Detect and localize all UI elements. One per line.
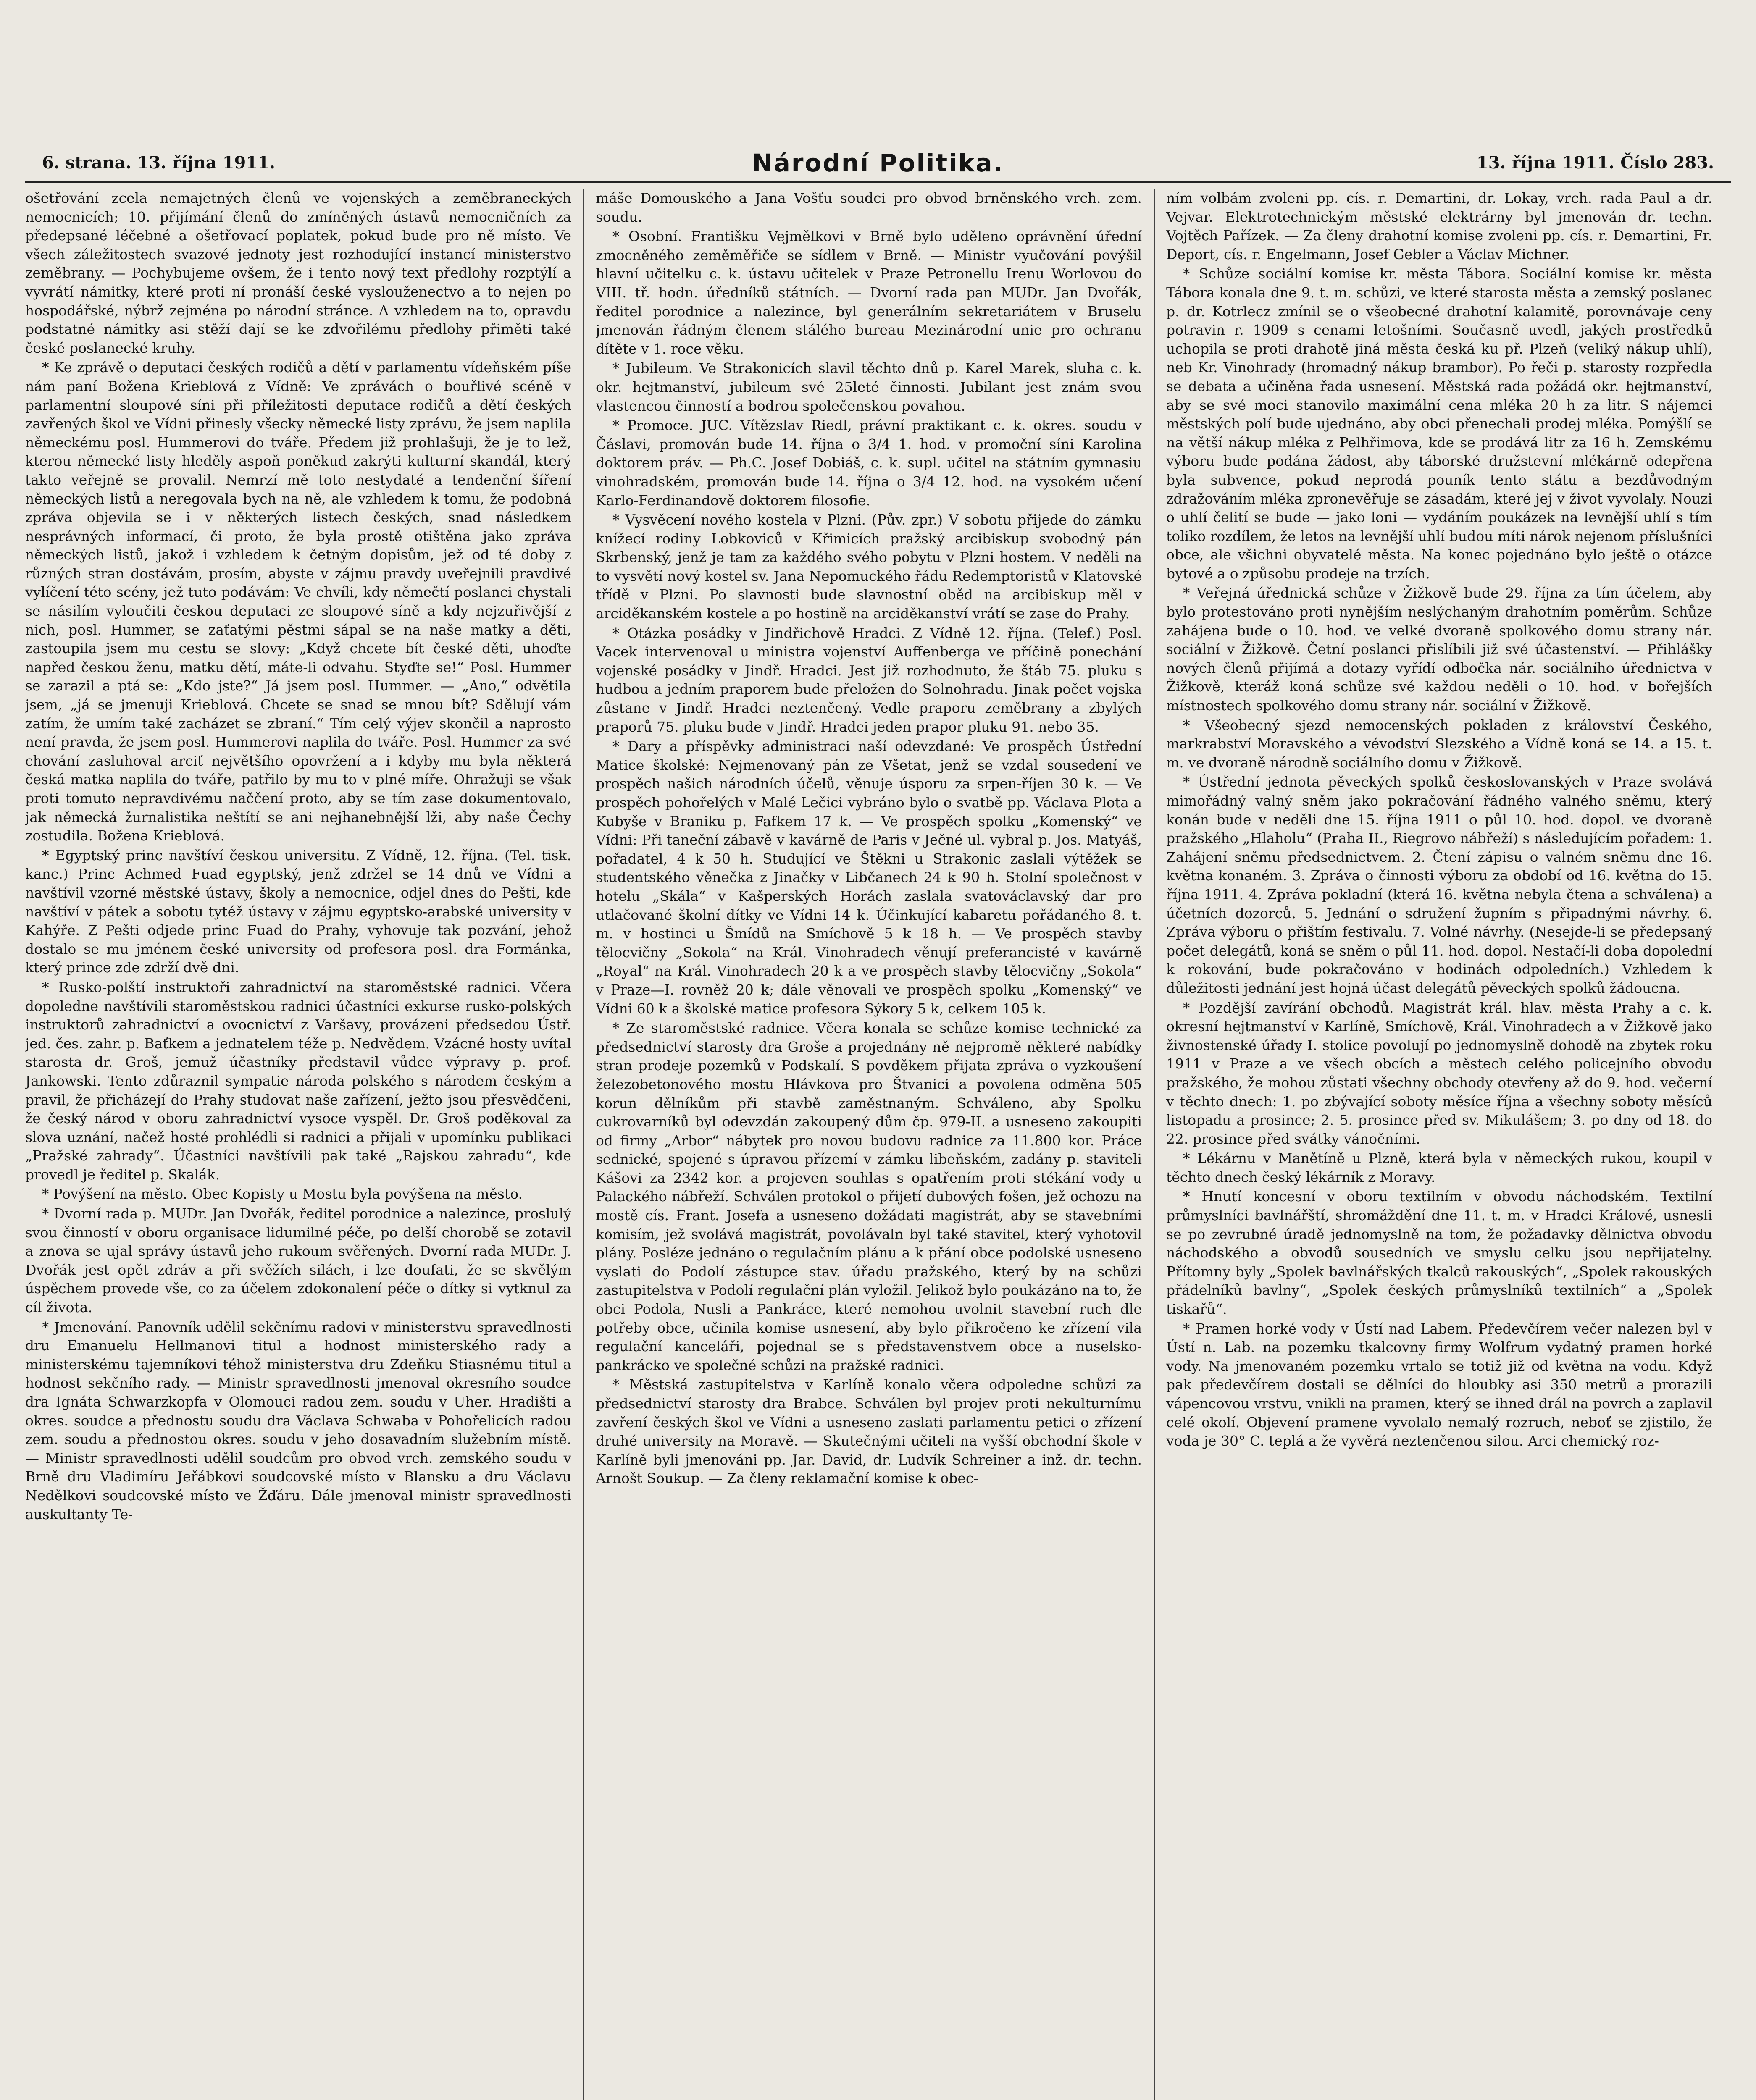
column-1 bbox=[25, 189, 571, 2100]
newspaper-title: Národní Politika. bbox=[752, 149, 1004, 177]
article-paragraph: * Pramen horké vody v Ústí nad Labem. Předevčírem večer nalezen byl v Ústí n. Lab. na pozemku tkalcovny firmy Wolfrum vydatný pramen horké vody. Na jmenovaném pozemku vrtalo se totiž již od května na vodu. Když pak předevčírem dostali se dělníci do hloubky asi 350 metrů a prorazili vápencovou vrstvu, vnikli na pramen, který se ihned drál na povrch a zaplavil celé okolí. Objevení pramene vyvolalo nemalý rozruch, neboť se zjistilo, že voda je 30° C. teplá a že vyvěrá neztenčenou silou. Arci chemický roz- bbox=[1166, 1320, 1712, 1449]
article-paragraph: * Veřejná úřednická schůze v Žižkově bude 29. října za tím účelem, aby bylo protestováno proti nynějším neslýchaným drahotním poměrům. Schůze zahájena bude o 10. hod. ve velké dvoraně spolkového domu strany nár. sociální v Žižkově. Četní poslanci přislíbili již své účastenství. — Přihlášky nových členů přijímá a dotazy vyřídí odbočka nár. sociálního úřednictva v Žižkově, kteráž koná schůze své každou neděli o 10. hod. v bořejších místnostech spolkového domu strany nár. sociální v Žižkově. bbox=[1166, 585, 1712, 714]
article-paragraph: * Osobní. Františku Vejmělkovi v Brně bylo uděleno oprávnění úřední zmocněného zeměměřiče se sídlem v Brně. — Ministr vyučování povýšil hlavní učitelku c. k. ústavu učitelek v Praze Petronellu Irenu Worlovou do VIII. tř. hodn. úředníků státních. — Dvorní rada pan MUDr. Jan Dvořák, ředitel porodnice a nalezince, byl generálním sekretariátem v Bruselu jmenován řádným členem stálého bureau Mezinárodní unie pro ochranu dítěte v 1. roce věku. bbox=[596, 228, 1142, 357]
article-paragraph: * Ze staroměstské radnice. Včera konala se schůze komise technické za předsednictví starosty dra Groše a projednány ně nejpromě některé nabídky stran prodeje pozemků v Podskalí. S povděkem přijata zpráva o vyzkoušení železobetonového mostu Hlávkova pro Štvanici a povolena odměna 505 korun dělníkům při stavbě zaměstnaným. Schváleno, aby Spolku cukrovarníků byl odevzdán zakoupený dům čp. 979-II. a usneseno zakoupiti od firmy „Arbor“ nábytek pro novou budovu radnice za 11.800 kor. Práce sednické, spojené s úpravou přízemí v zámku libeňském, zadány p. staviteli Kášovi za 2342 kor. a projeven souhlas s opatřením proti stékání vody u Palackého nábřeží. Schválen protokol o přijetí dubových fošen, jež ochozu na mostě cís. Frant. Josefa a usneseno dožádati magistrát, aby se stavebními komisím, jež svolává magistrát, povolávaln byl také stavitel, který vyhotovil plány. Posléze jednáno o regulačním plánu a k přání obce podolské usneseno vyslati do Podolí zástupce stav. úřadu pražského, který by na schůzi zastupitelstva v Podolí regulační plán vyložil. Jelikož bylo poukázáno na to, že obci Podola, Nusli a Pankráce, které nemohou uvolnit stavební ruch dle potřeby obce, učinila komise usnesení, aby bylo přikročeno ke zřízení vila regulační kanceláři, pojednal se s představenstvem obce a nuselsko-pankrácko ve společné schůzi na pražské radnici. bbox=[596, 1020, 1142, 1373]
article-paragraph: * Ke zprávě o deputaci českých rodičů a dětí v parlamentu vídeňském píše nám paní Božena Krieblová z Vídně: Ve zprávách o bouřlivé scéně v parlamentní sloupové síni při příležitosti deputace rodičů a dětí českých zavřených škol ve Vídni přinesly všecky německé listy zprávu, že jsem naplila německému posl. Hummerovi do tváře. Předem již prohlašuji, že je to lež, kterou německé listy hleděly aspoň poněkud zakrýti kulturní skandál, který takto veřejně se provalil. Nemrzí mě toto nestydaté a tendenční šíření německých listů a neregovala bych na ně, ale vzhledem k tomu, že podobná zpráva objevila se i v některých listech českých, snad následkem nesprávných informací, či proto, že byla prostě otištěna jako zpráva německých listů, jakož i vzhledem k četným dopisům, jež od té doby z různých stran dostávám, prosím, abyste v zájmu pravdy uveřejnili pravdivé vylíčení této scény, jež tuto podávám: Ve chvíli, kdy němečtí poslanci chystali se násilím vyloučiti českou deputaci ze sloupové síně a kdy nejzuřivější z nich, posl. Hummer, se zaťatými pěstmi sápal se na naše matky a děti, zastoupila jsem mu cestu se slovy: „Když chcete bít české děti, uhoďte napřed českou ženu, matku dětí, máte-li odvahu. Styďte se!“ Posl. Hummer se zarazil a ptá se: „Kdo jste?“ Já jsem posl. Hummer. — „Ano,“ odvětila jsem, „já se jmenuji Krieblová. Chcete se snad se mnou bít? Sdělují vám zatím, že umím také zacházet se zbraní.“ Tím celý výjev skončil a naprosto není pravda, že jsem posl. Hummerovi naplila do tváře. Posl. Hummer za své chování zasluhoval arciť největšího opovržení a i kdyby mu byla některá česká matka naplila do tváře, patřilo by mu to v plné míře. Ohražuji se však proti tomuto nepravdivému naččení proto, aby se tím zase dokumentovalo, jak německá žurnalistika neštítí se ani nejhanebnější lži, aby naše Čechy zostudila. Božena Krieblová. bbox=[25, 359, 571, 844]
page-number-date: 6. strana. 13. října 1911. bbox=[42, 153, 275, 173]
page-header bbox=[25, 148, 1731, 183]
article-paragraph: * Městská zastupitelstva v Karlíně konalo včera odpoledne schůzi za předsednictví starosty dra Brabce. Schválen byl projev proti nekulturnímu zavření českých škol ve Vídni a usneseno zaslati parlamentu petici o zřízení druhé university na Moravě. — Skutečnými učiteli na vyšší obchodní škole v Karlíně byli jmenováni pp. Jar. David, dr. Ludvík Schreiner a inž. dr. techn. Arnošt Soukup. — Za členy reklamační komise k obec- bbox=[596, 1376, 1142, 1487]
article-paragraph: * Povýšení na město. Obec Kopisty u Mostu byla povýšena na město. bbox=[42, 1186, 523, 1202]
article-paragraph: * Schůze sociální komise kr. města Tábora. Sociální komise kr. města Tábora konala dne 9. t. m. schůzi, ve které starosta města a zemský poslanec p. dr. Kotrlecz zmínil se o všeobecné drahotní kalamitě, porovnávaje ceny potravin r. 1909 s cenami letošními. Současně uvedl, jakých prostředků uchopila se proti drahotě jiná města česká ku př. Plzeň (veliký nákup uhlí), neb Kr. Vinohrady (hromadný nákup brambor). Po řeči p. starosty rozpředla se debata a učiněna řada usnesení. Městská rada požádá okr. hejtmanství, aby se své moci stanovilo maximální cena mléka 20 h za litr. S nájemci městských polí bude ujednáno, aby obci přenechali prodej mléka. Pomýšlí se na větší nákup mléka z Pelhřimova, kde se prodává litr za 16 h. Zemskému výboru bude podána žádost, aby táborské družstevní mlékárně odepřena byla subvence, pokud neprodá pouník tento státu a bezdůvodným zdražováním mléka zpronevěřuje se zásadám, které jej v život vyvolaly. Nouzi o uhlí čelití se bude — jako loni — vydáním poukázek na levnější uhlí s tím toliko rozdílem, že letos na levnější uhlí budou míti nárok nejenom příslušníci obce, ale všichni obyvatelé města. Na konec pojednáno bylo ještě o otázce bytové a o způsobu prodeje na trzích. bbox=[1166, 265, 1712, 582]
article-paragraph: * Otázka posádky v Jindřichově Hradci. Z Vídně 12. října. (Telef.) Posl. Vacek intervenoval u ministra vojenství Auffenberga ve příčině ponechání vojenské posádky v Jindř. Hradci. Jest již rozhodnuto, že štáb 75. pluku s hudbou a jedním praporem bude přeložen do Solnohradu. Jinak počet vojska zůstane v Jindř. Hradci neztenčený. Vedle praporu zeměbrany a zbylých praporů 75. pluku bude v Jindř. Hradci jeden prapor pluku 91. nebo 35. bbox=[596, 625, 1142, 735]
date-issue-number: 13. října 1911. Číslo 283. bbox=[1476, 153, 1714, 173]
article-paragraph: * Ústřední jednota pěveckých spolků českoslovanských v Praze svolává mimořádný valný sněm jako pokračování řádného valného sněmu, který konán bude v neděli dne 15. října 1911 o půl 10. hod. dopol. ve dvoraně pražského „Hlaholu“ (Praha II., Riegrovo nábřeží) s následujícím pořadem: 1. Zahájení sněmu předsednictvem. 2. Čtení zápisu o valném sněmu dne 16. května konaném. 3. Zpráva o činnosti výboru za období od 16. května do 15. října 1911. 4. Zpráva pokladní (která 16. května nebyla čtena a schválena) a účetních dozorců. 5. Jednání o sdružení župním s připadnými návrhy. 6. Zpráva výboru o přištím festivalu. 7. Volné návrhy. (Nesejde-li se předepsaný počet delegátů, koná se sněm o půl 11. hod. dopol. Nestačí-li doba dopolední k rokování, bude pokračováno v hodinách odpoledních.) Vzhledem k důležitosti jednání jest hojná účast delegátů pěveckých spolků žádoucna. bbox=[1166, 774, 1712, 996]
article-paragraph: * Egyptský princ navštíví českou universitu. Z Vídně, 12. října. (Tel. tisk. kanc.) Princ Achmed Fuad egyptský, jenž zdržel se 14 dnů ve Vídni a navštívil vzorné městské ústavy, školy a nemocnice, odjel dnes do Pešti, kde navštíví v pátek a sobotu tytéž ústavy v zájmu egyptsko-arabské university v Kahýře. Z Pešti odjede princ Fuad do Prahy, vyhovuje tak pozvání, jehož dostalo se mu jménem české university od profesora posl. dra Formánka, který prince zde zdrží dvě dni. bbox=[25, 847, 571, 976]
article-paragraph: ním volbám zvoleni pp. cís. r. Demartini, dr. Lokay, vrch. rada Paul a dr. Vejvar. Elektrotechnickým městské elektrárny byl jmenován dr. techn. Vojtěch Pařízek. — Za členy drahotní komise zvoleni pp. cís. r. Demartini, Fr. Deport, cís. r. Engelmann, Josef Gebler a Václav Michner. bbox=[1166, 190, 1712, 262]
article-paragraph: * Pozdější zavírání obchodů. Magistrát král. hlav. města Prahy a c. k. okresní hejtmanství v Karlíně, Smíchově, Král. Vinohradech a v Žižkově jako živnostenské úřady I. stolice povolují po jednomyslně dohodě na zbytek roku 1911 v Praze a ve všech obcích a městech celého policejního obvodu pražského, že mohou zůstati všechny obchody otevřeny až do 9. hod. večerní v těchto dnech: 1. po zbývající soboty měsíce října a všechny soboty měsíců listopadu a prosince; 2. 5. prosince před sv. Mikulášem; 3. po dny od 18. do 22. prosince před svátky vánočními. bbox=[1166, 999, 1712, 1147]
article-paragraph: * Promoce. JUC. Vítězslav Riedl, právní praktikant c. k. okres. soudu v Čáslavi, promován bude 14. října o 3/4 1. hod. v promoční síni Karolina doktorem práv. — Ph.C. Josef Dobiáš, c. k. supl. učitel na státním gymnasiu vinohradském, promován bude 14. října o 3/4 12. hod. na vysokém učení Karlo-Ferdinandově doktorem filosofie. bbox=[596, 417, 1142, 509]
column-2 bbox=[596, 189, 1142, 2100]
article-paragraph: * Rusko-polští instruktoři zahradnictví na staroměstské radnici. Včera dopoledne navštívili staroměstskou radnici účastníci exkurse rusko-polských instruktorů zahradnictví a ovocnictví z Varšavy, provázeni předsedou Ústř. jed. čes. zahr. p. Baťkem a jednatelem téže p. Nedvědem. Vzácné hosty uvítal starosta dr. Groš, jemuž účastníky představil vůdce výpravy p. prof. Jankowski. Tento zdůraznil sympatie národa polského s národem českým a pravil, že přicházejí do Prahy studovat naše zařízení, ježto jsou přesvědčeni, že český národ v oboru zahradnictví vysoce vyspěl. Dr. Groš poděkoval za slova uznání, načež hosté prohlédli si radnici a přijali v upomínku publikaci „Pražské zahrady“. Účastníci navštívili pak také „Rajskou zahradu“, kde provedl je ředitel p. Skalák. bbox=[25, 979, 571, 1183]
column-divider bbox=[583, 189, 584, 2100]
article-paragraph: máše Domouského a Jana Vošťu soudci pro obvod brněnského vrch. zem. soudu. bbox=[596, 190, 1142, 225]
column-divider bbox=[1154, 189, 1155, 2100]
article-paragraph: * Vysvěcení nového kostela v Plzni. (Pův. zpr.) V sobotu přijede do zámku knížecí rodiny Lobkoviců v Křimicích pražský arcibiskup svobodný pán Skrbenský, jenž je tam za každého svého pobytu v Plzni hostem. V neděli na to vysvětí nový kostel sv. Jana Nepomuckého řádu Redemptoristů v Klatovské třídě v Plzni. Po slavnosti bude slavnostní oběd na arcibiskup měl v arciděkanském kostele a po hostině na arciděkanství vrátí se zase do Prahy. bbox=[596, 512, 1142, 622]
article-paragraph: * Dvorní rada p. MUDr. Jan Dvořák, ředitel porodnice a nalezince, proslulý svou činností v oboru organisace lidumilné péče, po delší chorobě se zotavil a znova se ujal správy ústavů jeho rukoum svěřených. Dvorní rada MUDr. J. Dvořák jest opět zdráv a při svěžích silách, i lze doufati, že se skvělým úspěchem provede vše, co za účelem zdokonalení péče o dítky si vytknul za cíl života. bbox=[25, 1205, 571, 1316]
column-3 bbox=[1166, 189, 1712, 2100]
article-columns bbox=[25, 189, 1731, 2100]
article-paragraph: * Lékárnu v Manětíně u Plzně, která byla v německých rukou, koupil v těchto dnech český lékárník z Moravy. bbox=[1166, 1150, 1712, 1185]
article-paragraph: * Dary a příspěvky administraci naší odevzdané: Ve prospěch Ústřední Matice školské: Nejmenovaný pán ze Všetat, jenž se vzdal sousedení ve prospěch našich národních účelů, věnuje úsporu za srpen-říjen 30 k. — Ve prospěch pohořelých v Malé Lečici vybráno bylo o svatbě pp. Václava Plota a Kubyše v Braniku p. Fafkem 17 k. — Ve prospěch spolku „Komenský“ ve Vídni: Při taneční zábavě v kavárně de Paris v Ječné ul. vybral p. Jos. Matyáš, pořadatel, 4 k 50 h. Studující ve Štěkni u Strakonic zaslali výtěžek se studentského věnečka z Jinačky v Libčanech 24 k 90 h. Stolní společnost v hotelu „Skála“ v Kašperských Horách zaslala svatováclavský dar pro utlačované školní dítky ve Vídni 14 k. Účinkující kabaretu pořádaného 8. t. m. v hostinci u Šmídů na Smíchově 5 k 18 h. — Ve prospěch stavby tělocvičny „Sokola“ na Král. Vinohradech věnují preferancisté v kavárně „Royal“ na Král. Vinohradech 20 k a ve prospěch stavby tělocvičny „Sokola“ v Praze—I. rovněž 20 k; dále věnovali ve prospěch spolku „Komenský“ ve Vídni 60 k a školské matice profesora Sýkory 5 k, celkem 105 k. bbox=[596, 738, 1142, 1017]
article-paragraph: * Hnutí koncesní v oboru textilním v obvodu náchodském. Textilní průmyslníci bavlnářští, shromáždění dne 11. t. m. v Hradci Králové, usnesli se po zevrubné úradě jednomyslně na tom, že požadavky dělnictva obvodu náchodského a obvodů sousedních ve smyslu celku jsou nepřijatelny. Přítomny byly „Spolek bavlnářských tkalců rakouských“, „Spolek rakouských přádelníků bavlny“, „Spolek českých průmyslníků textilních“ a „Spolek tiskařů“. bbox=[1166, 1188, 1712, 1318]
article-paragraph: * Jmenování. Panovník udělil sekčnímu radovi v ministerstvu spravedlnosti dru Emanuelu Hellmanovi titul a hodnost ministerského rady a ministerskému tajemníkovi téhož ministerstva dru Zdeňku Stiasnému titul a hodnost sekčního rady. — Ministr spravedlnosti jmenoval okresního soudce dra Ignáta Schwarzkopfa v Olomouci radou zem. soudu v Uher. Hradišti a okres. soudce a přednostu soudu dra Václava Schwaba v Pohořelicích radou zem. soudu a přednostou okres. soudu v jeho dosavadním služebním místě. — Ministr spravedlnosti udělil soudcům pro obvod vrch. zemského soudu v Brně dru Vladimíru Jeřábkovi soudcovské místo v Blansku a dru Václavu Nedělkovi soudcovské místo ve Žďáru. Dále jmenoval ministr spravedlnosti auskultanty Te- bbox=[25, 1318, 571, 1522]
article-paragraph: ošetřování zcela nemajetných členů ve vojenských a zeměbraneckých nemocnicích; 10. přijímání členů do zmíněných ústavů nemocničních za předepsané léčebné a ošetřovací poplatek, pokud bude pro ně místo. Ve všech záležitostech svazové jednoty jest rozhodující instancí ministerstvo zeměbrany. — Pochybujeme ovšem, že i tento nový text předlohy rozptýlí a vyvrátí námitky, které proti ní pronáší české vyslouženectvo a to nejen po hospodářské, nýbrž zejména po národní stránce. A vzhledem na to, opravdu podstatné námitky asi stěží dají se ke zdvořilému předlohy přiměti také české poslanecké kruhy. bbox=[25, 190, 571, 356]
article-paragraph: * Všeobecný sjezd nemocenských pokladen z království Českého, markrabství Moravského a vévodství Slezského a Vídně koná se 14. a 15. t. m. ve dvoraně národně sociálního domu v Žižkově. bbox=[1166, 717, 1712, 771]
article-paragraph: * Jubileum. Ve Strakonicích slavil těchto dnů p. Karel Marek, sluha c. k. okr. hejtmanství, jubileum své 25leté činnosti. Jubilant jest znám svou vlastencou činností a bodrou společenskou povahou. bbox=[596, 360, 1142, 414]
